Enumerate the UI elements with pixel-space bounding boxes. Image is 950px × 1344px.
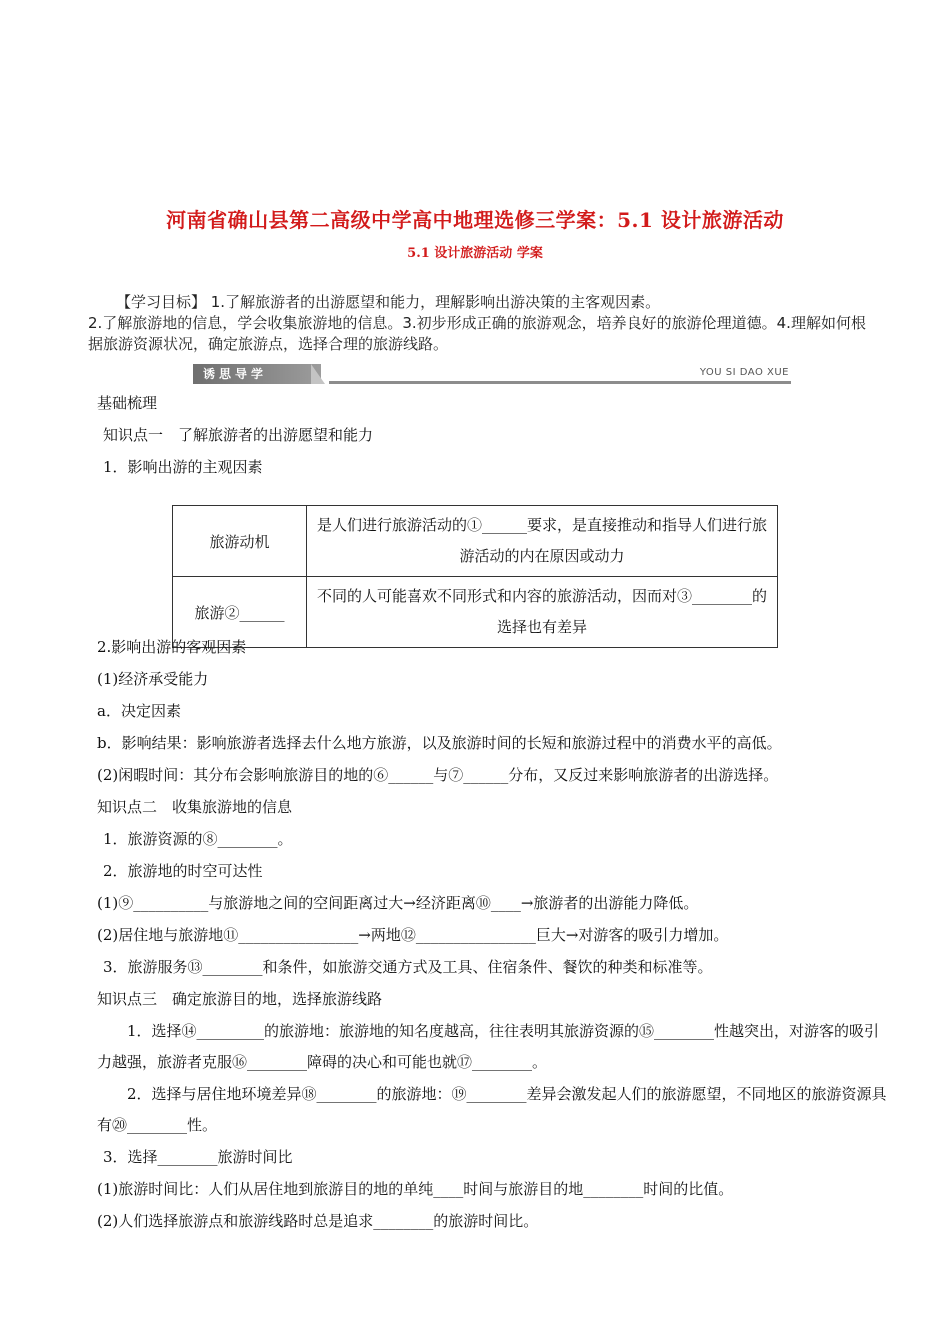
k2-item-2: 2．旅游地的时空可达性 xyxy=(103,862,263,880)
k3-item-3: 3．选择________旅游时间比 xyxy=(103,1148,293,1166)
knowledge-point-1: 知识点一 了解旅游者的出游愿望和能力 xyxy=(103,426,374,444)
banner-arrow-decoration xyxy=(311,364,325,384)
k1-item-2a-a: a．决定因素 xyxy=(97,702,181,720)
k2-item-2a: (1)⑨__________与旅游地之间的空间距离过大→经济距离⑩____→旅游者的出游能力降低。 xyxy=(97,894,699,912)
table-cell-body: 不同的人可能喜欢不同形式和内容的旅游活动，因而对③________的选择也有差异 xyxy=(307,577,778,648)
k2-item-3: 3．旅游服务⑬________和条件，如旅游交通方式及工具、住宿条件、餐饮的种类和标准等。 xyxy=(103,958,713,976)
document-subtitle: 5.1 设计旅游活动 学案 xyxy=(407,246,543,261)
document-title: 河南省确山县第二高级中学高中地理选修三学案：5.1 设计旅游活动 xyxy=(166,208,784,232)
table-cell-head: 旅游动机 xyxy=(173,506,307,577)
k1-item-2a: (1)经济承受能力 xyxy=(97,670,209,688)
k1-item-1: 1．影响出游的主观因素 xyxy=(103,458,263,476)
banner-pinyin: YOU SI DAO XUE xyxy=(699,367,789,378)
knowledge-point-3: 知识点三 确定旅游目的地，选择旅游线路 xyxy=(97,990,383,1008)
goals-line-1: 【学习目标】 1.了解旅游者的出游愿望和能力，理解影响出游决策的主客观因素。 xyxy=(116,293,661,311)
motivation-table xyxy=(172,505,778,648)
k3-item-3b: (2)人们选择旅游点和旅游线路时总是追求________的旅游时间比。 xyxy=(97,1212,539,1230)
table-cell-body: 是人们进行旅游活动的①______要求，是直接推动和指导人们进行旅游活动的内在原因或动力 xyxy=(307,506,778,577)
k2-item-2b: (2)居住地与旅游地⑪________________→两地⑫________________巨大→对游客的吸引力增加。 xyxy=(97,926,729,944)
k3-item-2: 2．选择与居住地环境差异⑱________的旅游地：⑲________差异会激发起人们的旅游愿望，不同地区的旅游资源具有⑳________性。 xyxy=(97,1085,887,1134)
section-banner xyxy=(193,364,791,384)
learning-goals xyxy=(88,292,878,355)
knowledge-point-2: 知识点二 收集旅游地的信息 xyxy=(97,798,293,816)
k1-item-2a-b: b．影响结果：影响旅游者选择去什么地方旅游，以及旅游时间的长短和旅游过程中的消费水平的高低。 xyxy=(97,734,782,752)
k1-item-2: 2.影响出游的客观因素 xyxy=(97,638,247,656)
k3-item-3a: (1)旅游时间比：人们从居住地到旅游目的地的单纯____时间与旅游目的地________时间的比值。 xyxy=(97,1180,734,1198)
goals-line-2: 2.了解旅游地的信息，学会收集旅游地的信息。3.初步形成正确的旅游观念，培养良好的旅游伦理道德。4.理解如何根据旅游资源状况，确定旅游点，选择合理的旅游线路。 xyxy=(88,314,866,353)
k2-item-1: 1．旅游资源的⑧________。 xyxy=(103,830,293,848)
table-cell-head: 旅游②______ xyxy=(173,577,307,648)
k1-item-2b: (2)闲暇时间：其分布会影响旅游目的地的⑥______与⑦______分布，又反过来影响旅游者的出游选择。 xyxy=(97,766,779,784)
section-heading: 基础梳理 xyxy=(97,394,158,412)
banner-rule xyxy=(329,381,791,384)
table-row xyxy=(173,506,778,577)
k3-item-1: 1．选择⑭_________的旅游地：旅游地的知名度越高，往往表明其旅游资源的⑮________性越突出，对游客的吸引力越强，旅游者克服⑯________障碍的决心和可能也就⑰________。 xyxy=(97,1022,880,1071)
banner-label: 诱思导学 xyxy=(193,364,321,384)
